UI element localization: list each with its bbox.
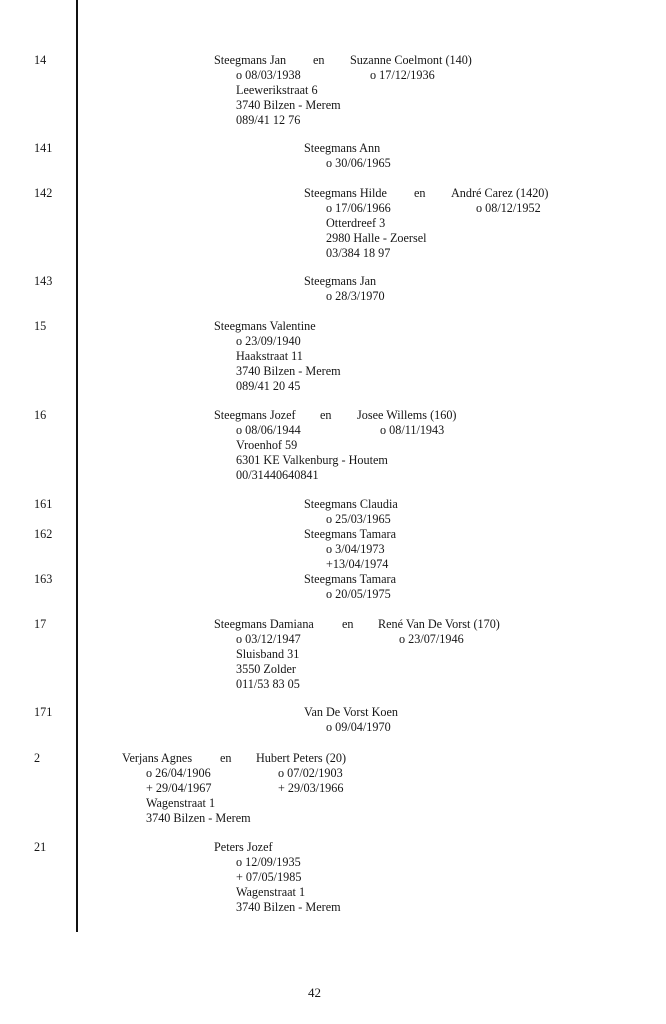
- detail-line: +13/04/1974: [326, 557, 389, 571]
- partner-detail-line: o 23/07/1946: [399, 632, 464, 646]
- detail-line: o 26/04/1906: [146, 766, 211, 780]
- detail-line: o 20/05/1975: [326, 587, 391, 601]
- entry-number: 21: [34, 840, 47, 854]
- entry-number: 161: [34, 497, 53, 511]
- person-name: Steegmans Valentine: [214, 319, 316, 333]
- detail-line: 011/53 83 05: [236, 677, 300, 691]
- partner-detail-line: o 08/11/1943: [380, 423, 445, 437]
- detail-line: Leewerikstraat 6: [236, 83, 318, 97]
- detail-line: Wagenstraat 1: [146, 796, 216, 810]
- person-name: Steegmans Tamara: [304, 572, 396, 586]
- entry-number: 163: [34, 572, 53, 586]
- detail-line: o 30/06/1965: [326, 156, 391, 170]
- detail-line: o 08/03/1938: [236, 68, 301, 82]
- entry-number: 16: [34, 408, 47, 422]
- detail-line: o 23/09/1940: [236, 334, 301, 348]
- detail-line: 089/41 12 76: [236, 113, 301, 127]
- person-name: Verjans Agnes: [122, 751, 193, 765]
- partner-detail-line: o 17/12/1936: [370, 68, 435, 82]
- detail-line: 3740 Bilzen - Merem: [236, 364, 341, 378]
- detail-line: o 09/04/1970: [326, 720, 391, 734]
- detail-line: 03/384 18 97: [326, 246, 391, 260]
- person-name: Steegmans Damiana: [214, 617, 314, 631]
- detail-line: 3550 Zolder: [236, 662, 296, 676]
- margin-rule: [76, 0, 78, 932]
- detail-line: 2980 Halle - Zoersel: [326, 231, 427, 245]
- partner-name: Josee Willems (160): [357, 408, 457, 422]
- entry-number: 2: [34, 751, 41, 765]
- detail-line: 00/31440640841: [236, 468, 319, 482]
- page-number: 42: [308, 985, 321, 1000]
- detail-line: o 12/09/1935: [236, 855, 301, 869]
- conjunction-en: en: [414, 186, 426, 200]
- conjunction-en: en: [220, 751, 232, 765]
- partner-name: Suzanne Coelmont (140): [350, 53, 472, 67]
- entry-number: 162: [34, 527, 53, 541]
- person-name: Steegmans Jan: [304, 274, 377, 288]
- conjunction-en: en: [342, 617, 354, 631]
- partner-detail-line: o 08/12/1952: [476, 201, 541, 215]
- person-name: Steegmans Hilde: [304, 186, 387, 200]
- person-name: Peters Jozef: [214, 840, 273, 854]
- detail-line: Vroenhof 59: [236, 438, 298, 452]
- partner-name: André Carez (1420): [451, 186, 549, 200]
- person-name: Steegmans Claudia: [304, 497, 398, 511]
- entry-number: 141: [34, 141, 53, 155]
- detail-line: 3740 Bilzen - Merem: [146, 811, 251, 825]
- detail-line: 6301 KE Valkenburg - Houtem: [236, 453, 388, 467]
- detail-line: Otterdreef 3: [326, 216, 386, 230]
- detail-line: Haakstraat 11: [236, 349, 303, 363]
- entry-number: 171: [34, 705, 53, 719]
- entry-number: 14: [34, 53, 47, 67]
- entry-number: 17: [34, 617, 47, 631]
- detail-line: + 07/05/1985: [236, 870, 302, 884]
- partner-name: Hubert Peters (20): [256, 751, 347, 765]
- detail-line: 3740 Bilzen - Merem: [236, 98, 341, 112]
- detail-line: o 3/04/1973: [326, 542, 385, 556]
- detail-line: 3740 Bilzen - Merem: [236, 900, 341, 914]
- detail-line: o 03/12/1947: [236, 632, 301, 646]
- detail-line: Wagenstraat 1: [236, 885, 306, 899]
- entry-number: 143: [34, 274, 53, 288]
- conjunction-en: en: [320, 408, 332, 422]
- entry-number: 142: [34, 186, 53, 200]
- person-name: Steegmans Jan: [214, 53, 287, 67]
- partner-name: René Van De Vorst (170): [378, 617, 500, 631]
- detail-line: o 08/06/1944: [236, 423, 301, 437]
- partner-detail-line: + 29/03/1966: [278, 781, 344, 795]
- detail-line: o 25/03/1965: [326, 512, 391, 526]
- detail-line: o 17/06/1966: [326, 201, 391, 215]
- person-name: Steegmans Tamara: [304, 527, 396, 541]
- detail-line: o 28/3/1970: [326, 289, 385, 303]
- conjunction-en: en: [313, 53, 325, 67]
- person-name: Van De Vorst Koen: [304, 705, 398, 719]
- detail-line: + 29/04/1967: [146, 781, 212, 795]
- person-name: Steegmans Ann: [304, 141, 381, 155]
- person-name: Steegmans Jozef: [214, 408, 296, 422]
- detail-line: Sluisband 31: [236, 647, 300, 661]
- detail-line: 089/41 20 45: [236, 379, 301, 393]
- entry-number: 15: [34, 319, 47, 333]
- partner-detail-line: o 07/02/1903: [278, 766, 343, 780]
